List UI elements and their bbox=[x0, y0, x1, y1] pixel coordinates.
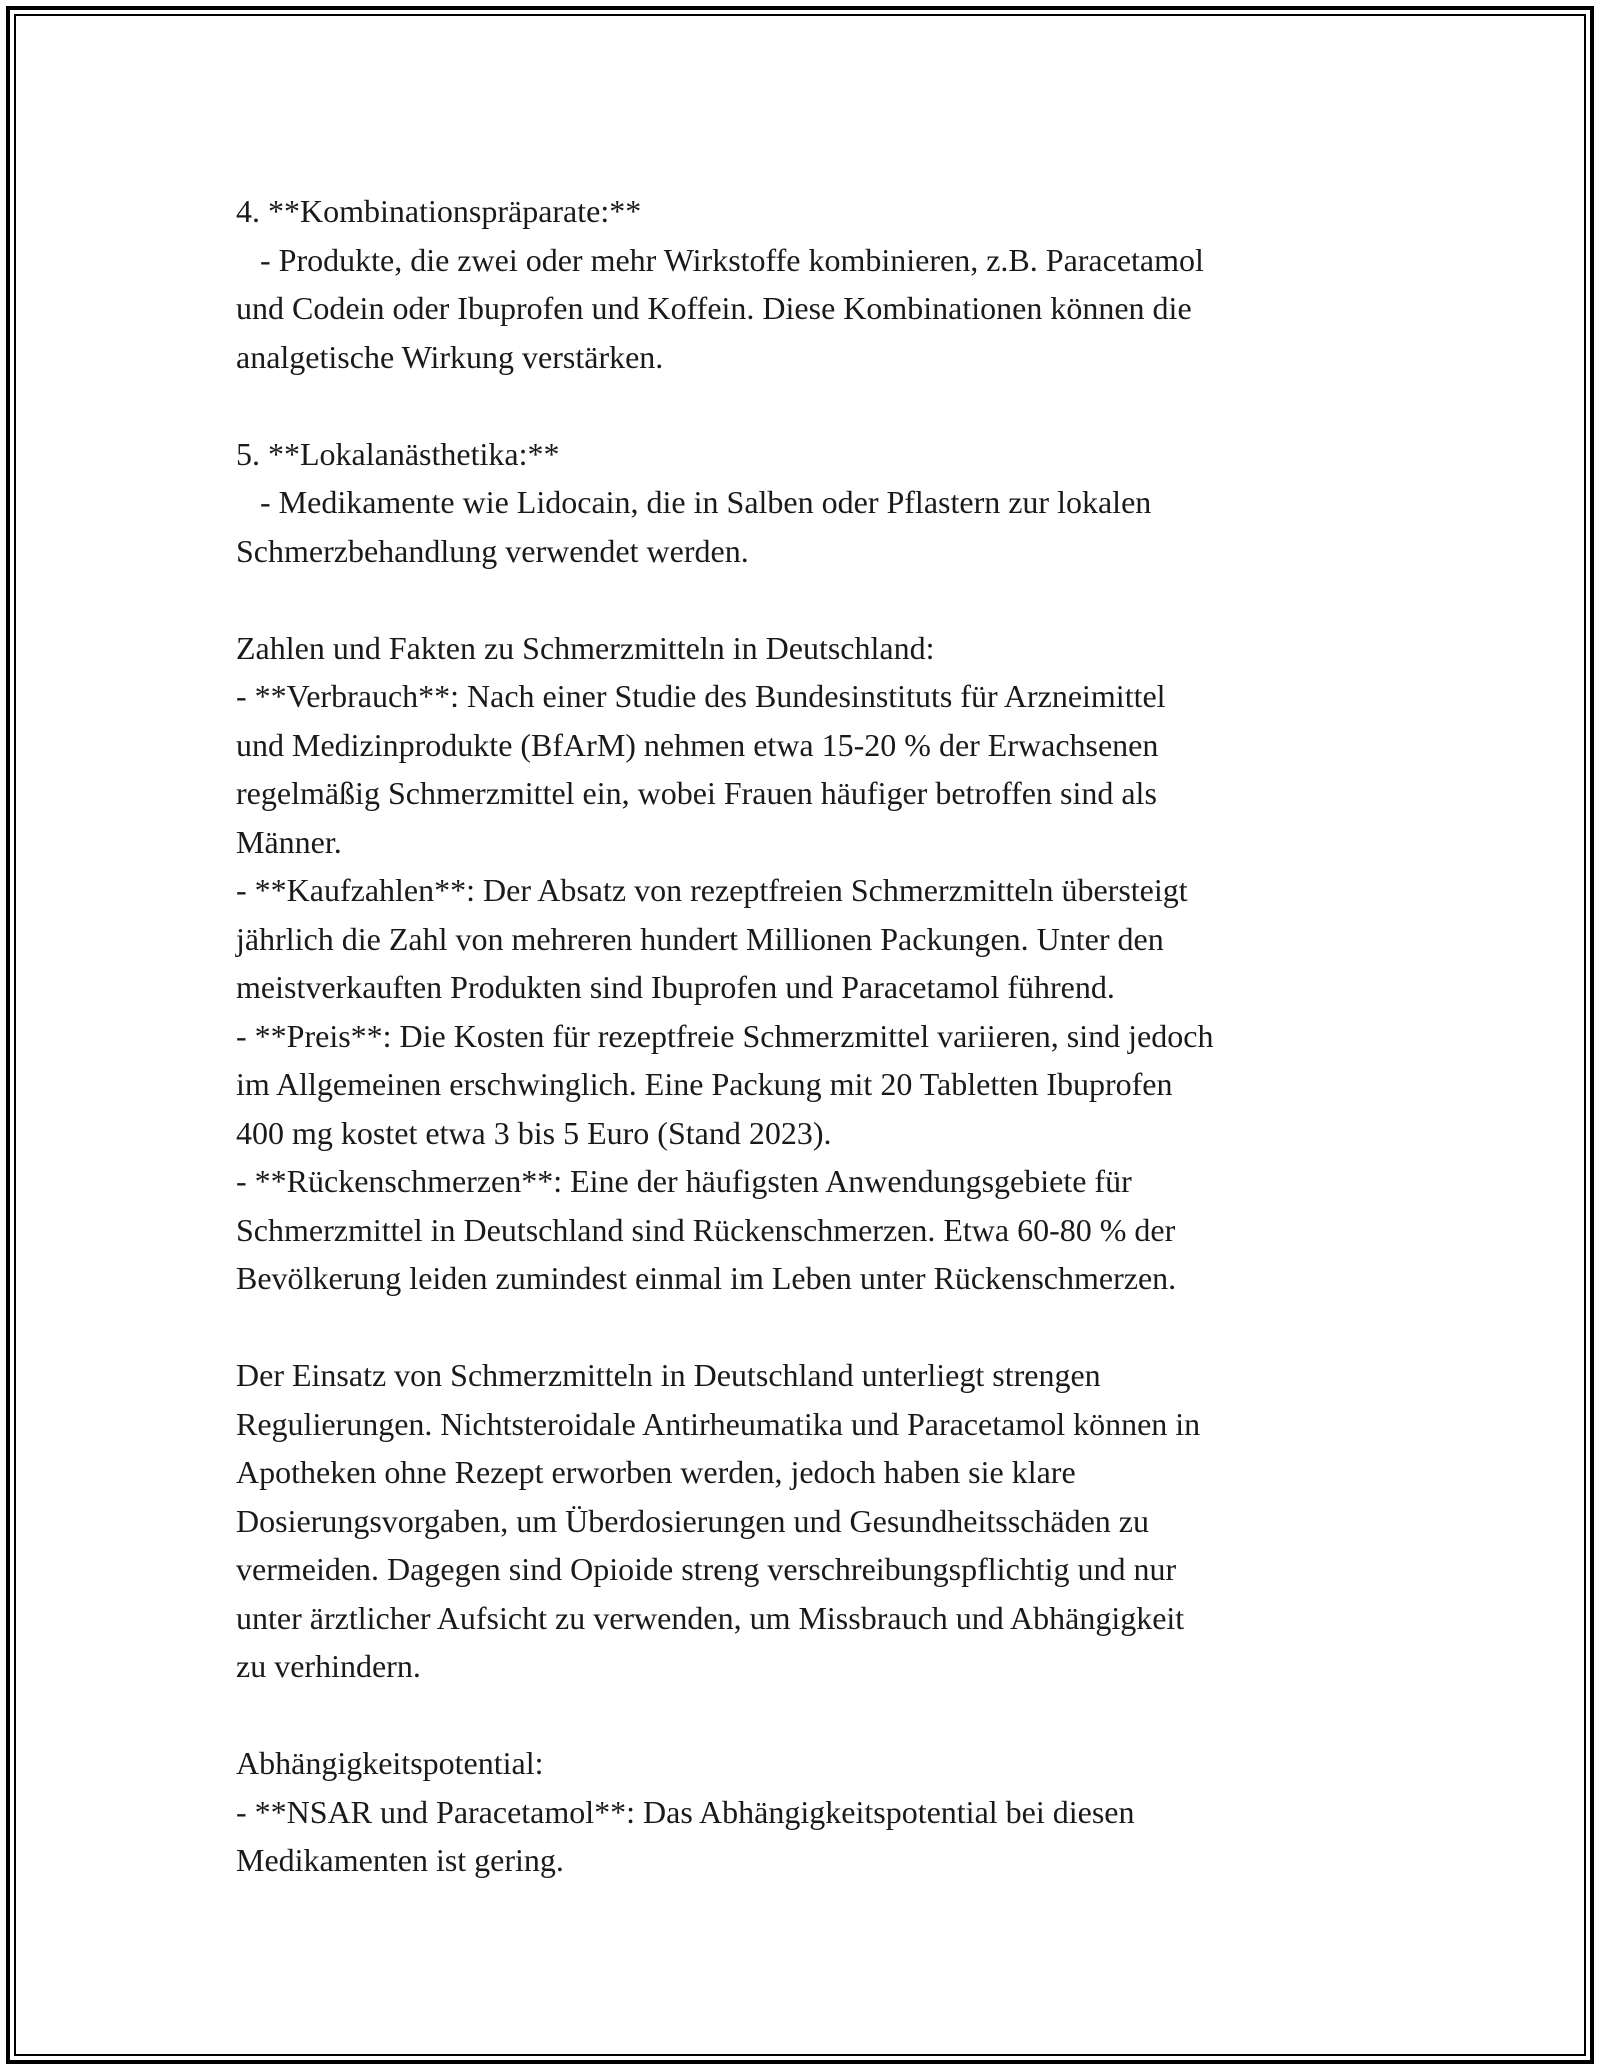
section-zahlen-und-fakten bbox=[236, 624, 1386, 1303]
text-line: Abhängigkeitspotential: bbox=[236, 1745, 544, 1781]
text-line: - **NSAR und Paracetamol**: Das Abhängigkeitspotential bei diesen bbox=[236, 1793, 1135, 1830]
section-kombinationspraeparate bbox=[236, 187, 1386, 381]
section-regulierung bbox=[236, 1351, 1386, 1691]
text-line: Schmerzbehandlung verwendet werden. bbox=[236, 532, 749, 569]
text-line: Dosierungsvorgaben, um Überdosierungen und Gesundheitsschäden zu bbox=[236, 1502, 1149, 1539]
text-line: Regulierungen. Nichtsteroidale Antirheumatika und Paracetamol können in bbox=[236, 1405, 1201, 1442]
text-line: regelmäßig Schmerzmittel ein, wobei Frauen häufiger betroffen sind als bbox=[236, 775, 1157, 811]
text-line: Medikamenten ist gering. bbox=[236, 1842, 564, 1878]
section-lokalanaesthetika bbox=[236, 430, 1386, 576]
text-line: im Allgemeinen erschwinglich. Eine Packung mit 20 Tabletten Ibuprofen bbox=[236, 1066, 1173, 1102]
text-line: unter ärztlicher Aufsicht zu verwenden, um Missbrauch und Abhängigkeit bbox=[236, 1599, 1185, 1636]
text-line: - **Verbrauch**: Nach einer Studie des Bundesinstituts für Arzneimittel bbox=[236, 678, 1166, 714]
text-line: und Medizinprodukte (BfArM) nehmen etwa 15-20 % der Erwachsenen bbox=[236, 726, 1159, 763]
text-line: vermeiden. Dagegen sind Opioide streng verschreibungspflichtig und nur bbox=[236, 1551, 1177, 1587]
text-line: zu verhindern. bbox=[236, 1648, 421, 1684]
document-body bbox=[236, 187, 1386, 1885]
text-line: Männer. bbox=[236, 823, 342, 860]
text-line: und Codein oder Ibuprofen und Koffein. Diese Kombinationen können die bbox=[236, 290, 1192, 326]
text-line: Bevölkerung leiden zumindest einmal im Leben unter Rückenschmerzen. bbox=[236, 1260, 1177, 1296]
text-line: - **Kaufzahlen**: Der Absatz von rezeptfreien Schmerzmitteln übersteigt bbox=[236, 872, 1188, 908]
text-line: 400 mg kostet etwa 3 bis 5 Euro (Stand 2023). bbox=[236, 1114, 832, 1151]
text-line: analgetische Wirkung verstärken. bbox=[236, 338, 664, 375]
text-line: - Produkte, die zwei oder mehr Wirkstoffe kombinieren, z.B. Paracetamol bbox=[236, 241, 1204, 278]
text-line: Apotheken ohne Rezept erworben werden, jedoch haben sie klare bbox=[236, 1454, 1076, 1490]
paragraph-gap bbox=[236, 381, 1386, 430]
text-line: Der Einsatz von Schmerzmitteln in Deutschland unterliegt strengen bbox=[236, 1357, 1101, 1393]
paragraph-gap bbox=[236, 1691, 1386, 1740]
text-line: - Medikamente wie Lidocain, die in Salben oder Pflastern zur lokalen bbox=[236, 484, 1152, 520]
section-abhaengigkeitspotential bbox=[236, 1739, 1386, 1885]
paragraph-gap bbox=[236, 575, 1386, 624]
text-line: meistverkauften Produkten sind Ibuprofen und Paracetamol führend. bbox=[236, 969, 1115, 1005]
text-line: jährlich die Zahl von mehreren hundert Millionen Packungen. Unter den bbox=[236, 920, 1164, 957]
text-line: - **Preis**: Die Kosten für rezeptfreie Schmerzmittel variieren, sind jedoch bbox=[236, 1017, 1214, 1054]
text-line: Schmerzmittel in Deutschland sind Rückenschmerzen. Etwa 60-80 % der bbox=[236, 1211, 1176, 1248]
text-line: 4. **Kombinationspräparate:** bbox=[236, 193, 642, 229]
text-line: 5. **Lokalanästhetika:** bbox=[236, 435, 560, 472]
text-line: - **Rückenschmerzen**: Eine der häufigsten Anwendungsgebiete für bbox=[236, 1163, 1132, 1199]
text-line: Zahlen und Fakten zu Schmerzmitteln in Deutschland: bbox=[236, 629, 935, 666]
paragraph-gap bbox=[236, 1303, 1386, 1352]
